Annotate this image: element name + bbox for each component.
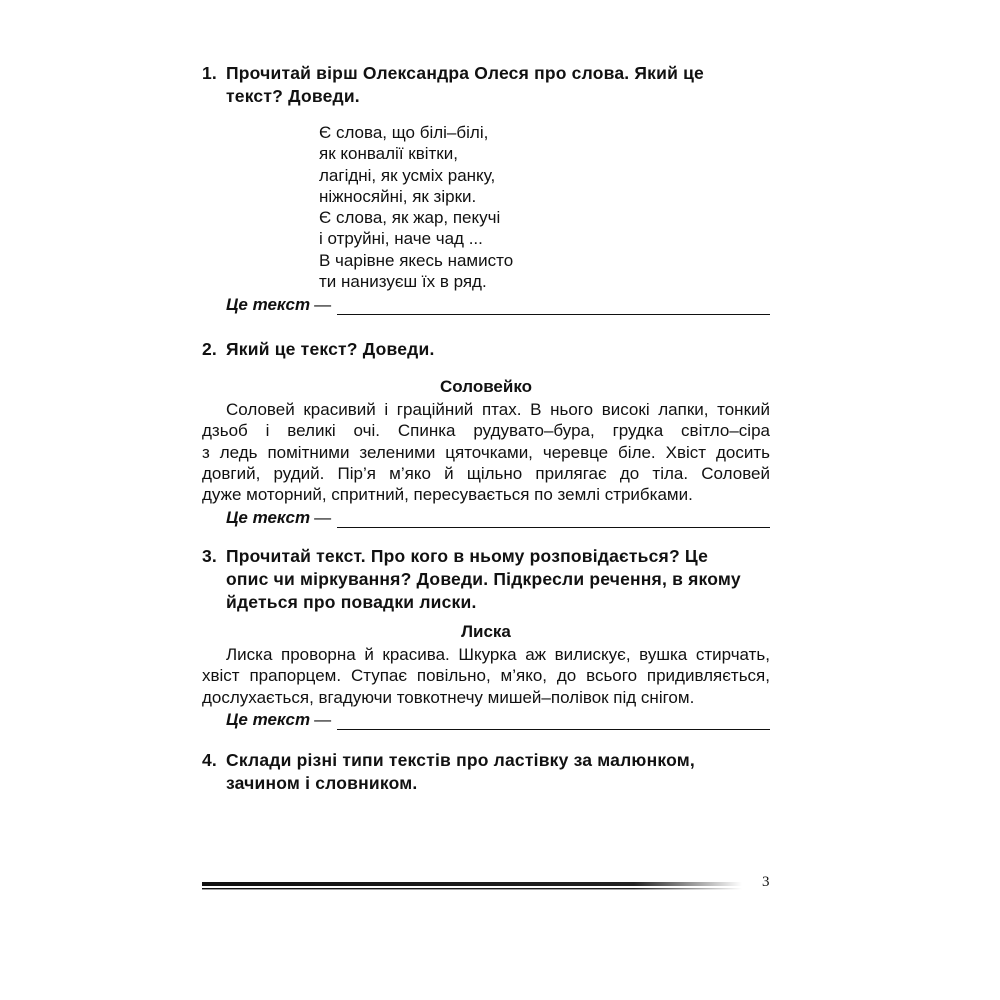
answer-blank[interactable] (337, 298, 770, 315)
task-3-line-3: йдеться про повадки лиски. (226, 592, 477, 612)
task-3-heading (202, 545, 782, 614)
poem (319, 122, 513, 292)
poem-line: Є слова, як жар, пекучі (319, 208, 501, 228)
answer-blank[interactable] (337, 713, 770, 730)
task-3-line-1: Прочитай текст. Про кого в ньому розповідається? Це (226, 546, 709, 566)
answer-blank[interactable] (337, 511, 770, 528)
paragraph-line: дуже моторний, спритний, пересувається по землі стрибками. (202, 485, 693, 505)
task-4-heading (202, 749, 782, 795)
task-2-line-1: Який це текст? Доведи. (226, 339, 435, 359)
task-4-line-1: Склади різні типи текстів про ластівку за малюнком, (226, 750, 695, 770)
answer-dash: — (314, 710, 332, 729)
poem-line: лагідні, як усміх ранку, (319, 165, 496, 185)
paragraph-line: з ледь помітними зеленими цяточками, черевце біле. Хвіст досить (202, 442, 770, 462)
page-number: 3 (762, 874, 770, 890)
text-title-lyska: Лиска (461, 622, 511, 641)
task-2-number: 2. (202, 339, 217, 359)
answer-label: Це текст (226, 295, 311, 314)
paragraph-line: довгий, рудий. Пір’я м’яко й щільно прилягає до тіла. Соловей (202, 463, 770, 483)
footer-rule (202, 881, 742, 891)
task-3-line-2: опис чи міркування? Доведи. Підкресли речення, в якому (226, 569, 741, 589)
task-1-answer-line (226, 293, 770, 315)
answer-dash: — (314, 295, 332, 314)
task-3-number: 3. (202, 546, 217, 566)
task-1-heading (202, 62, 782, 108)
task-1-number: 1. (202, 63, 217, 83)
answer-label: Це текст (226, 710, 311, 729)
task-2-heading (202, 338, 782, 361)
paragraph-line: Соловей красивий і граційний птах. В нього високі лапки, тонкий (226, 400, 770, 419)
poem-line: В чарівне якесь намисто (319, 250, 514, 270)
task-1-line-2: текст? Доведи. (226, 86, 360, 106)
task-4-line-2: зачином і словником. (226, 773, 418, 793)
poem-line: ти нанизуєш їх в ряд. (319, 272, 487, 292)
task-2-answer-line (226, 506, 770, 528)
text-title-soloveiko: Соловейко (440, 377, 532, 396)
poem-line: як конвалії квітки, (319, 144, 458, 164)
paragraph-line: дослухається, вгадуючи товкотнечу мишей–полівок під снігом. (202, 687, 695, 707)
poem-line: ніжносяйні, як зірки. (319, 186, 477, 206)
task-3-answer-line (226, 708, 770, 730)
task-4-number: 4. (202, 750, 217, 770)
poem-line: і отруйні, наче чад ... (319, 229, 483, 249)
task-1-line-1: Прочитай вірш Олександра Олеся про слова. Який це (226, 63, 704, 83)
text-paragraph-lyska (202, 644, 770, 708)
poem-line: Є слова, що білі–білі, (319, 123, 489, 142)
text-paragraph-soloveiko (202, 399, 770, 505)
paragraph-line: Лиска проворна й красива. Шкурка аж вилискує, вушка стирчать, (226, 645, 770, 664)
paragraph-line: хвіст прапорцем. Ступає повільно, м’яко, до всього придивляється, (202, 666, 770, 686)
answer-dash: — (314, 508, 332, 527)
paragraph-line: дзьоб і великі очі. Спинка рудувато–бура, грудка світло–сіра (202, 421, 770, 441)
answer-label: Це текст (226, 508, 311, 527)
